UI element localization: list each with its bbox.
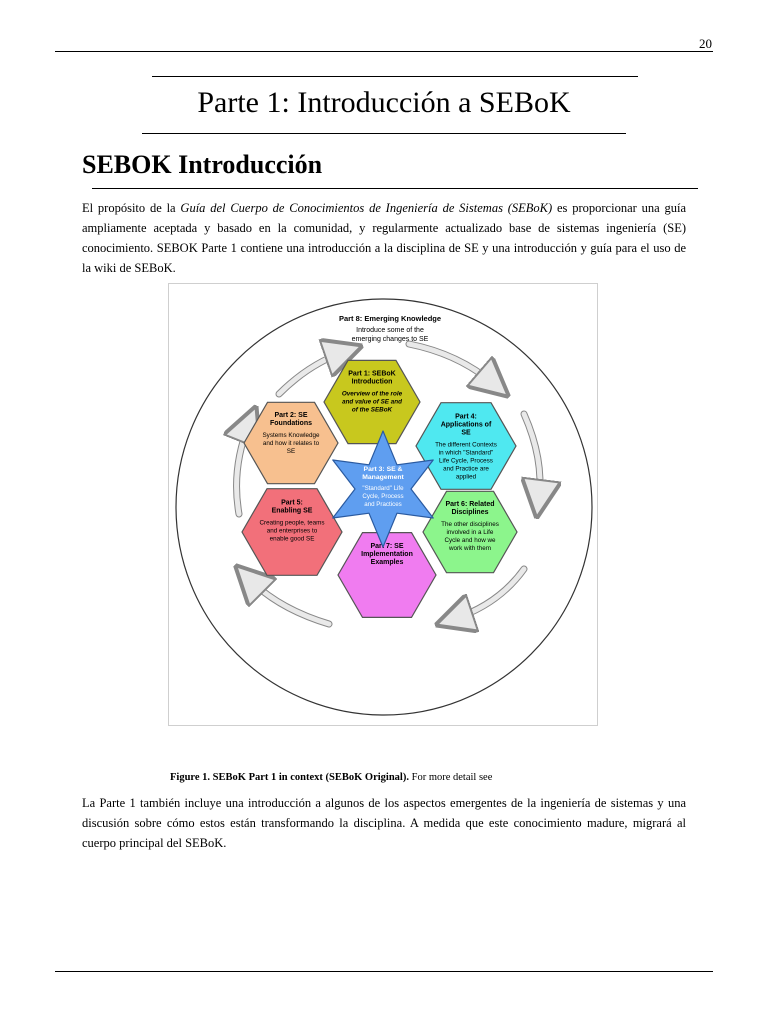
outer-desc-2: emerging changes to SE bbox=[351, 336, 429, 343]
outer-desc-1: Introduce some of the bbox=[356, 327, 424, 334]
hexagon-desc-part5: Creating people, teams bbox=[259, 519, 325, 527]
hexagon-desc-part4: applied bbox=[455, 473, 477, 481]
hexagon-desc-part2: SE bbox=[286, 448, 296, 456]
outer-title: Part 8: Emerging Knowledge bbox=[338, 314, 442, 323]
hexagon-desc-part6: work with them bbox=[449, 545, 491, 553]
hexagon-desc-part1: Overview of the role bbox=[341, 390, 403, 398]
hexagon-title-part4: Part 4: bbox=[455, 413, 477, 421]
hexagon-desc-part1: of the SEBoK bbox=[351, 406, 393, 414]
figure-frame bbox=[168, 283, 598, 726]
chapter-title: Parte 1: Introducción a SEBoK bbox=[197, 86, 571, 119]
hexagon-desc-part4: in which "Standard" bbox=[438, 449, 494, 457]
section-rule bbox=[92, 188, 698, 189]
header-rule bbox=[55, 51, 713, 52]
intro-text-end: es proporcionar una guía ampliamente aceptada y basado en la comunidad, y regularmente actualizado base de sistemas ingeniería (SE) conocimiento. SEBOK Parte 1 contiene una introducción a la disciplina de SE y una introducción y guía para el uso de la wiki de SEBoK. bbox=[82, 201, 686, 275]
hexagon-desc-part2: and how it relates to bbox=[262, 440, 320, 448]
hexagon-title-part4: SE bbox=[461, 429, 471, 437]
hexagon-title-part6: Part 6: Related bbox=[445, 501, 495, 509]
hexagon-title-part7: Part 7: SE bbox=[370, 543, 404, 551]
page-number: 20 bbox=[699, 36, 712, 51]
hexagon-desc-part6: The other disciplines bbox=[441, 521, 499, 529]
hexagon-title-part5: Enabling SE bbox=[271, 507, 313, 515]
hexagon-desc-part5: and enterprises to bbox=[266, 527, 318, 535]
closing-paragraph: La Parte 1 también incluye una introducción a algunos de los aspectos emergentes de la ingeniería de sistemas y una discusión sobre cómo estos están transformando la disciplina. A medida que este conocimiento madure, migrará al cuerpo principal del SEBoK. bbox=[82, 796, 686, 850]
caption-label: Figure 1. SEBoK Part 1 in context (SEBoK Original). bbox=[170, 772, 409, 783]
hexagon-title-part7: Examples bbox=[370, 559, 404, 567]
title-rule-top bbox=[152, 76, 638, 77]
hexagon-desc-part1: and value of SE and bbox=[342, 398, 402, 406]
hexagon-desc-part5: enable good SE bbox=[269, 535, 315, 543]
center-title: Management bbox=[362, 474, 404, 481]
hexagon-title-part1: Introduction bbox=[351, 378, 393, 386]
center-desc: and Practices bbox=[364, 501, 402, 508]
section-heading: SEBOK Introducción bbox=[82, 150, 323, 179]
figure-caption bbox=[170, 772, 492, 783]
hexagon-desc-part6: involved in a Life bbox=[446, 529, 494, 537]
intro-text-start: El propósito de la bbox=[82, 201, 181, 215]
center-title: Part 3: SE & bbox=[363, 466, 403, 473]
hexagon-title-part2: Foundations bbox=[270, 420, 312, 428]
hexagon-title-part6: Disciplines bbox=[451, 509, 489, 517]
center-desc: "Standard" Life bbox=[362, 485, 404, 492]
hexagon-desc-part2: Systems Knowledge bbox=[262, 432, 320, 440]
hexagon-title-part4: Applications of bbox=[440, 421, 492, 429]
hexagon-title-part7: Implementation bbox=[361, 551, 413, 559]
guide-title: Guía del Cuerpo de Conocimientos de Ingeniería de Sistemas (SEBoK) bbox=[180, 201, 553, 215]
hexagon-desc-part4: The different Contexts bbox=[435, 441, 497, 449]
hexagon-desc-part6: Cycle and how we bbox=[444, 537, 496, 545]
hexagon-title-part1: Part 1: SEBoK bbox=[348, 370, 396, 378]
caption-text: For more detail see bbox=[408, 772, 493, 783]
sebok-diagram bbox=[169, 284, 597, 725]
hexagon-title-part5: Part 5: bbox=[281, 499, 303, 507]
center-desc: Cycle, Process bbox=[362, 493, 404, 500]
footer-rule bbox=[55, 971, 713, 972]
hexagon-desc-part4: Life Cycle, Process bbox=[439, 457, 493, 465]
title-rule-bottom bbox=[142, 133, 626, 134]
intro-paragraph bbox=[82, 198, 686, 278]
hexagon-title-part2: Part 2: SE bbox=[274, 412, 308, 420]
hexagon-desc-part4: and Practice are bbox=[443, 465, 489, 473]
